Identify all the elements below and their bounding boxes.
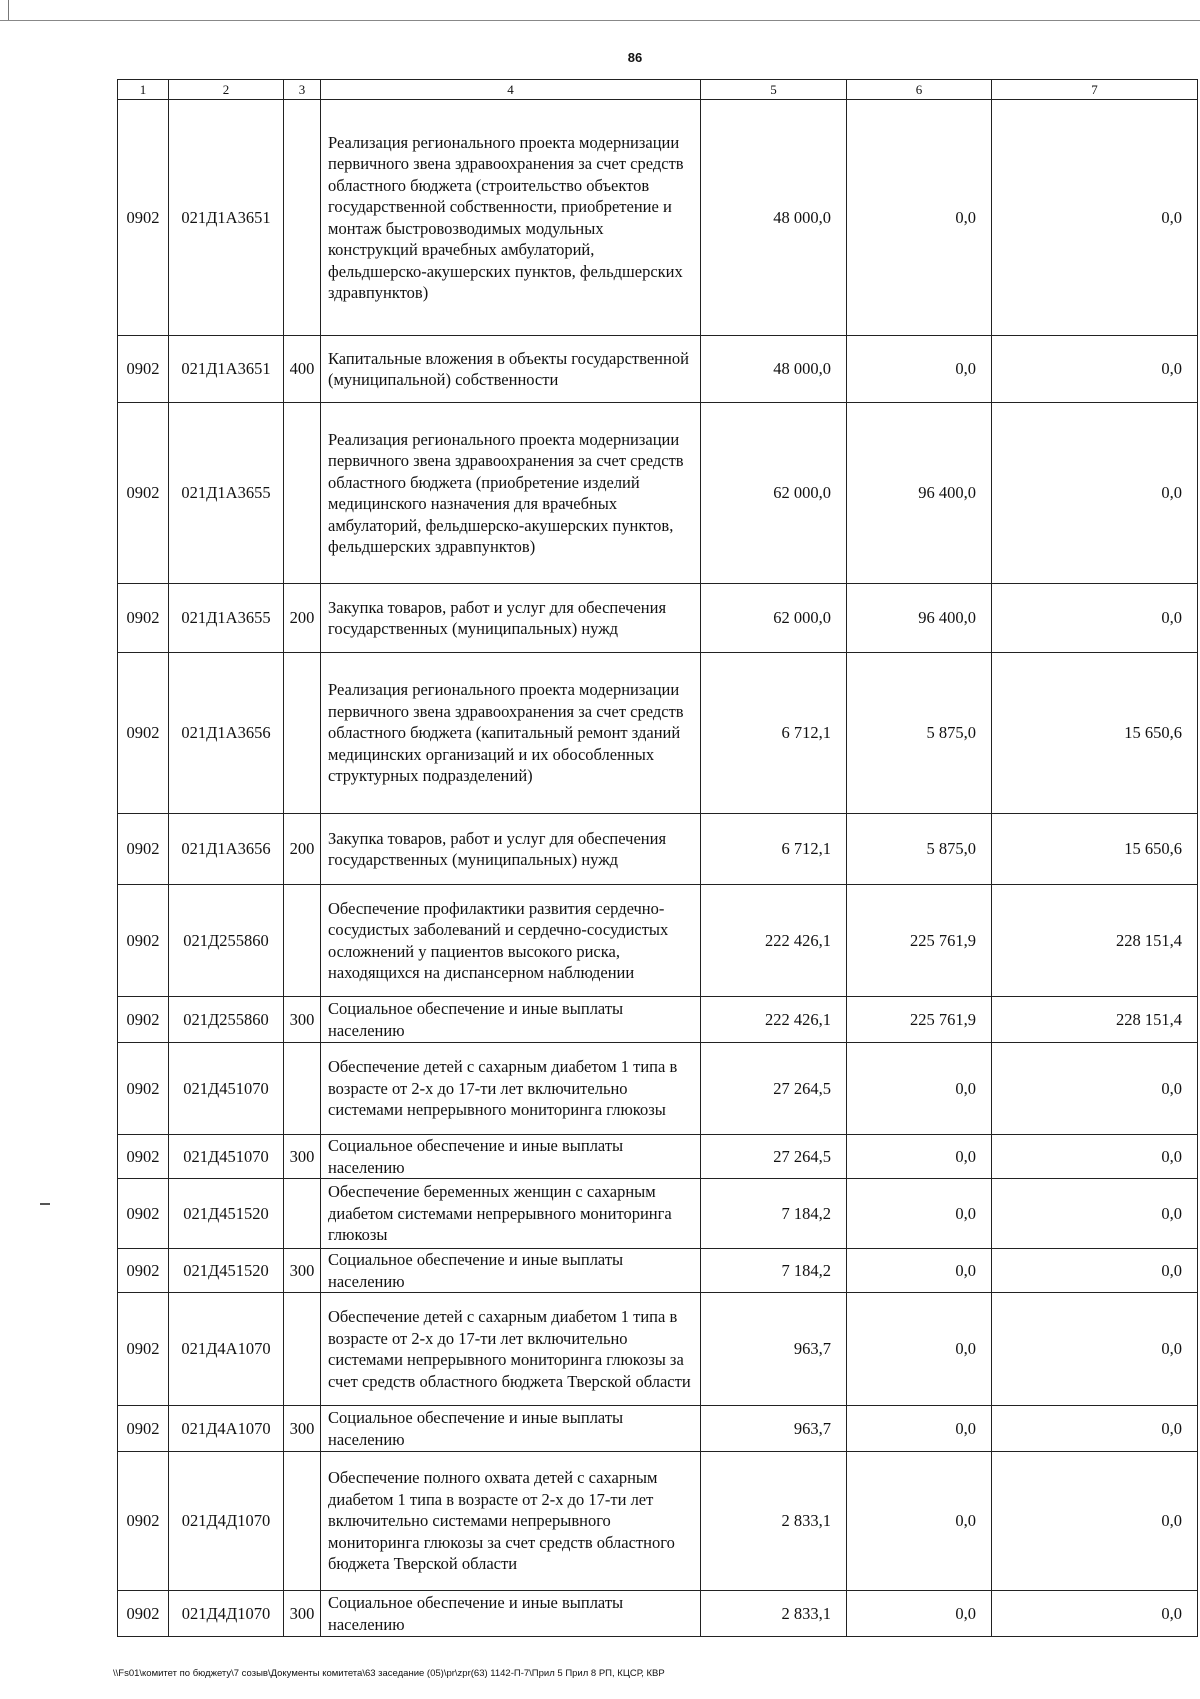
amount-year-1: 7 184,2 xyxy=(701,1179,847,1249)
scan-edge xyxy=(0,0,1200,21)
target-article-code: 021Д4Д1070 xyxy=(169,1452,284,1591)
item-description: Социальное обеспечение и иные выплаты населению xyxy=(321,1591,701,1637)
expense-type-code: 300 xyxy=(284,1406,321,1452)
table-row xyxy=(118,997,1198,1043)
table-row xyxy=(118,885,1198,997)
amount-year-3: 15 650,6 xyxy=(992,814,1198,885)
amount-year-2: 0,0 xyxy=(847,336,992,403)
amount-year-2: 0,0 xyxy=(847,1249,992,1293)
amount-year-2: 5 875,0 xyxy=(847,653,992,814)
footer-file-path: \\Fs01\комитет по бюджету\7 созыв\Документы комитета\63 заседание (05)\pr\zpr(63) 1142-П-7\Прил 5 Прил 8 РП, КЦСР, КВР xyxy=(113,1668,665,1679)
target-article-code: 021Д451070 xyxy=(169,1043,284,1135)
column-header: 2 xyxy=(169,80,284,100)
table-row xyxy=(118,1406,1198,1452)
amount-year-3: 0,0 xyxy=(992,100,1198,336)
expense-type-code: 300 xyxy=(284,1135,321,1179)
item-description: Социальное обеспечение и иные выплаты населению xyxy=(321,1406,701,1452)
section-code: 0902 xyxy=(118,100,169,336)
expense-type-code: 300 xyxy=(284,1249,321,1293)
amount-year-3: 228 151,4 xyxy=(992,885,1198,997)
amount-year-1: 62 000,0 xyxy=(701,403,847,584)
table-row xyxy=(118,814,1198,885)
amount-year-2: 225 761,9 xyxy=(847,997,992,1043)
item-description: Реализация регионального проекта модернизации первичного звена здравоохранения за счет средств областного бюджета (капитальный ремонт зданий медицинских организаций и их обособленных структурных подразделений) xyxy=(321,653,701,814)
column-header: 1 xyxy=(118,80,169,100)
amount-year-1: 48 000,0 xyxy=(701,336,847,403)
section-code: 0902 xyxy=(118,403,169,584)
amount-year-2: 0,0 xyxy=(847,1452,992,1591)
table-row xyxy=(118,1293,1198,1406)
page-number: 86 xyxy=(627,50,643,65)
table-header-row xyxy=(118,80,1198,100)
amount-year-2: 0,0 xyxy=(847,1135,992,1179)
item-description: Обеспечение полного охвата детей с сахарным диабетом 1 типа в возрасте от 2-х до 17-ти лет включительно системами непрерывного мониторинга глюкозы за счет средств областного бюджета Тверской области xyxy=(321,1452,701,1591)
column-header: 7 xyxy=(992,80,1198,100)
target-article-code: 021Д4А1070 xyxy=(169,1406,284,1452)
section-code: 0902 xyxy=(118,997,169,1043)
amount-year-2: 0,0 xyxy=(847,1043,992,1135)
item-description: Обеспечение детей с сахарным диабетом 1 типа в возрасте от 2-х до 17-ти лет включительно системами непрерывного мониторинга глюкозы xyxy=(321,1043,701,1135)
section-code: 0902 xyxy=(118,336,169,403)
amount-year-1: 963,7 xyxy=(701,1406,847,1452)
table-row xyxy=(118,1249,1198,1293)
item-description: Социальное обеспечение и иные выплаты населению xyxy=(321,1135,701,1179)
item-description: Капитальные вложения в объекты государственной (муниципальной) собственности xyxy=(321,336,701,403)
amount-year-2: 96 400,0 xyxy=(847,584,992,653)
section-code: 0902 xyxy=(118,1043,169,1135)
amount-year-3: 0,0 xyxy=(992,336,1198,403)
target-article-code: 021Д1А3651 xyxy=(169,100,284,336)
amount-year-1: 222 426,1 xyxy=(701,997,847,1043)
table-row xyxy=(118,336,1198,403)
section-code: 0902 xyxy=(118,1591,169,1637)
table-row xyxy=(118,100,1198,336)
amount-year-3: 0,0 xyxy=(992,1406,1198,1452)
amount-year-1: 6 712,1 xyxy=(701,653,847,814)
amount-year-1: 48 000,0 xyxy=(701,100,847,336)
column-header: 4 xyxy=(321,80,701,100)
section-code: 0902 xyxy=(118,1452,169,1591)
amount-year-2: 0,0 xyxy=(847,100,992,336)
amount-year-3: 0,0 xyxy=(992,1293,1198,1406)
amount-year-3: 0,0 xyxy=(992,1249,1198,1293)
amount-year-3: 0,0 xyxy=(992,1043,1198,1135)
section-code: 0902 xyxy=(118,1135,169,1179)
amount-year-2: 96 400,0 xyxy=(847,403,992,584)
amount-year-3: 0,0 xyxy=(992,1452,1198,1591)
amount-year-1: 27 264,5 xyxy=(701,1135,847,1179)
table-row xyxy=(118,1179,1198,1249)
scan-edge-mark xyxy=(8,0,9,20)
expense-type-code xyxy=(284,885,321,997)
table-row xyxy=(118,1043,1198,1135)
column-header: 5 xyxy=(701,80,847,100)
target-article-code: 021Д1А3656 xyxy=(169,814,284,885)
expense-type-code: 300 xyxy=(284,1591,321,1637)
table-row xyxy=(118,1591,1198,1637)
column-header: 6 xyxy=(847,80,992,100)
item-description: Реализация регионального проекта модернизации первичного звена здравоохранения за счет средств областного бюджета (строительство объектов государственной собственности, приобретение и монтаж быстровозводимых модульных конструкций врачебных амбулаторий, фельдшерско-акушерских пунктов, фельдшерских здравпунктов) xyxy=(321,100,701,336)
amount-year-1: 6 712,1 xyxy=(701,814,847,885)
target-article-code: 021Д451520 xyxy=(169,1179,284,1249)
amount-year-2: 0,0 xyxy=(847,1179,992,1249)
expense-type-code xyxy=(284,1179,321,1249)
expense-type-code xyxy=(284,1293,321,1406)
target-article-code: 021Д451070 xyxy=(169,1135,284,1179)
section-code: 0902 xyxy=(118,1249,169,1293)
section-code: 0902 xyxy=(118,1179,169,1249)
target-article-code: 021Д4А1070 xyxy=(169,1293,284,1406)
section-code: 0902 xyxy=(118,584,169,653)
section-code: 0902 xyxy=(118,1406,169,1452)
target-article-code: 021Д1А3655 xyxy=(169,403,284,584)
section-code: 0902 xyxy=(118,885,169,997)
amount-year-1: 7 184,2 xyxy=(701,1249,847,1293)
column-header: 3 xyxy=(284,80,321,100)
amount-year-3: 15 650,6 xyxy=(992,653,1198,814)
expense-type-code xyxy=(284,403,321,584)
amount-year-2: 5 875,0 xyxy=(847,814,992,885)
expense-type-code xyxy=(284,100,321,336)
item-description: Обеспечение беременных женщин с сахарным диабетом системами непрерывного мониторинга глюкозы xyxy=(321,1179,701,1249)
amount-year-2: 225 761,9 xyxy=(847,885,992,997)
item-description: Реализация регионального проекта модернизации первичного звена здравоохранения за счет средств областного бюджета (приобретение изделий медицинского назначения для врачебных амбулаторий, фельдшерско-акушерских пунктов, фельдшерских здравпунктов) xyxy=(321,403,701,584)
expense-type-code: 200 xyxy=(284,814,321,885)
expense-type-code xyxy=(284,653,321,814)
amount-year-1: 62 000,0 xyxy=(701,584,847,653)
table-row xyxy=(118,653,1198,814)
table-row xyxy=(118,1452,1198,1591)
amount-year-1: 27 264,5 xyxy=(701,1043,847,1135)
expense-type-code xyxy=(284,1452,321,1591)
target-article-code: 021Д1А3651 xyxy=(169,336,284,403)
amount-year-2: 0,0 xyxy=(847,1293,992,1406)
amount-year-1: 963,7 xyxy=(701,1293,847,1406)
target-article-code: 021Д4Д1070 xyxy=(169,1591,284,1637)
budget-table xyxy=(117,79,1198,1637)
item-description: Закупка товаров, работ и услуг для обеспечения государственных (муниципальных) нужд xyxy=(321,814,701,885)
amount-year-3: 0,0 xyxy=(992,1179,1198,1249)
target-article-code: 021Д1А3656 xyxy=(169,653,284,814)
section-code: 0902 xyxy=(118,1293,169,1406)
expense-type-code xyxy=(284,1043,321,1135)
margin-mark xyxy=(40,1203,50,1205)
amount-year-2: 0,0 xyxy=(847,1406,992,1452)
item-description: Социальное обеспечение и иные выплаты населению xyxy=(321,1249,701,1293)
amount-year-3: 0,0 xyxy=(992,584,1198,653)
target-article-code: 021Д255860 xyxy=(169,885,284,997)
section-code: 0902 xyxy=(118,653,169,814)
table-row xyxy=(118,403,1198,584)
expense-type-code: 200 xyxy=(284,584,321,653)
amount-year-1: 2 833,1 xyxy=(701,1452,847,1591)
target-article-code: 021Д255860 xyxy=(169,997,284,1043)
table-row xyxy=(118,584,1198,653)
amount-year-2: 0,0 xyxy=(847,1591,992,1637)
section-code: 0902 xyxy=(118,814,169,885)
item-description: Социальное обеспечение и иные выплаты населению xyxy=(321,997,701,1043)
target-article-code: 021Д451520 xyxy=(169,1249,284,1293)
table-row xyxy=(118,1135,1198,1179)
amount-year-1: 222 426,1 xyxy=(701,885,847,997)
item-description: Закупка товаров, работ и услуг для обеспечения государственных (муниципальных) нужд xyxy=(321,584,701,653)
expense-type-code: 400 xyxy=(284,336,321,403)
amount-year-1: 2 833,1 xyxy=(701,1591,847,1637)
item-description: Обеспечение профилактики развития сердечно-сосудистых заболеваний и сердечно-сосудистых осложнений у пациентов высокого риска, находящихся на диспансерном наблюдении xyxy=(321,885,701,997)
expense-type-code: 300 xyxy=(284,997,321,1043)
target-article-code: 021Д1А3655 xyxy=(169,584,284,653)
amount-year-3: 0,0 xyxy=(992,1135,1198,1179)
item-description: Обеспечение детей с сахарным диабетом 1 типа в возрасте от 2-х до 17-ти лет включительно системами непрерывного мониторинга глюкозы за счет средств областного бюджета Тверской области xyxy=(321,1293,701,1406)
amount-year-3: 228 151,4 xyxy=(992,997,1198,1043)
amount-year-3: 0,0 xyxy=(992,1591,1198,1637)
amount-year-3: 0,0 xyxy=(992,403,1198,584)
